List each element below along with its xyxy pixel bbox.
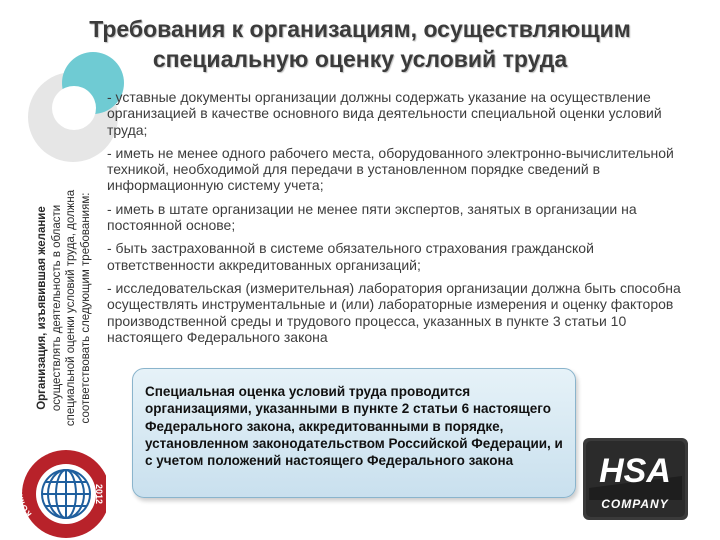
hsa-logo-main: HSA <box>599 452 671 490</box>
company-of-the-year-seal-logo <box>8 418 106 540</box>
requirement-item: - исследовательская (измерительная) лаборатория организации должна быть способна осуществлять инструментальные и (или) лабораторные измерения и оценку факторов производственной среды и трудового процесса, указанных в пункте 3 статьи 10 настоящего Федерального закона <box>107 279 681 345</box>
requirement-item: - уставные документы организации должны содержать указание на осуществление организацией в качестве основного вида деятельности специальной оценки условий труда; <box>107 89 662 138</box>
side-intro-line-1: Организация, изъявившая желание <box>36 206 48 410</box>
side-intro-line-3: специальной оценки условий труда, должна <box>65 189 78 427</box>
decorative-white-circle <box>52 86 96 130</box>
seal-year: 2012 <box>94 483 104 505</box>
requirement-item: - иметь не менее одного рабочего места, оборудованного электронно-вычислительной техникой, необходимой для передачи в установленном порядке сведений в информационную систему учета; <box>107 144 674 194</box>
seal-ring-text: КОМПАНИЯ ГОДА <box>13 442 55 520</box>
requirement-item: - иметь в штате организации не менее пяти экспертов, занятых в организации на постоянной основе; <box>107 200 637 234</box>
callout-box <box>132 368 576 498</box>
slide-title-line-2: специальную оценку условий труда <box>152 46 568 72</box>
side-intro-line-4: соответствовать следующим требованиям: <box>79 192 92 424</box>
callout-text: Специальная оценка условий труда проводится организациями, указанными в пункте 2 статьи 6 настоящего Федерального закона, аккредитованными в порядке, установленном законодательством Российской Федерации, и с учетом положений настоящего Федерального закона <box>145 384 563 469</box>
requirement-item: - быть застрахованной в системе обязательного страхования гражданской ответственности аккредитованных организаций; <box>107 240 594 273</box>
side-intro-text <box>35 158 99 458</box>
slide-title-line-1: Требования к организациям, осуществляющим <box>89 16 631 42</box>
side-intro-line-2: осуществлять деятельность в области <box>50 204 63 412</box>
hsa-company-logo <box>583 438 688 520</box>
requirements-list <box>107 89 692 352</box>
hsa-logo-sub: COMPANY <box>601 497 669 511</box>
slide-title <box>40 14 680 74</box>
